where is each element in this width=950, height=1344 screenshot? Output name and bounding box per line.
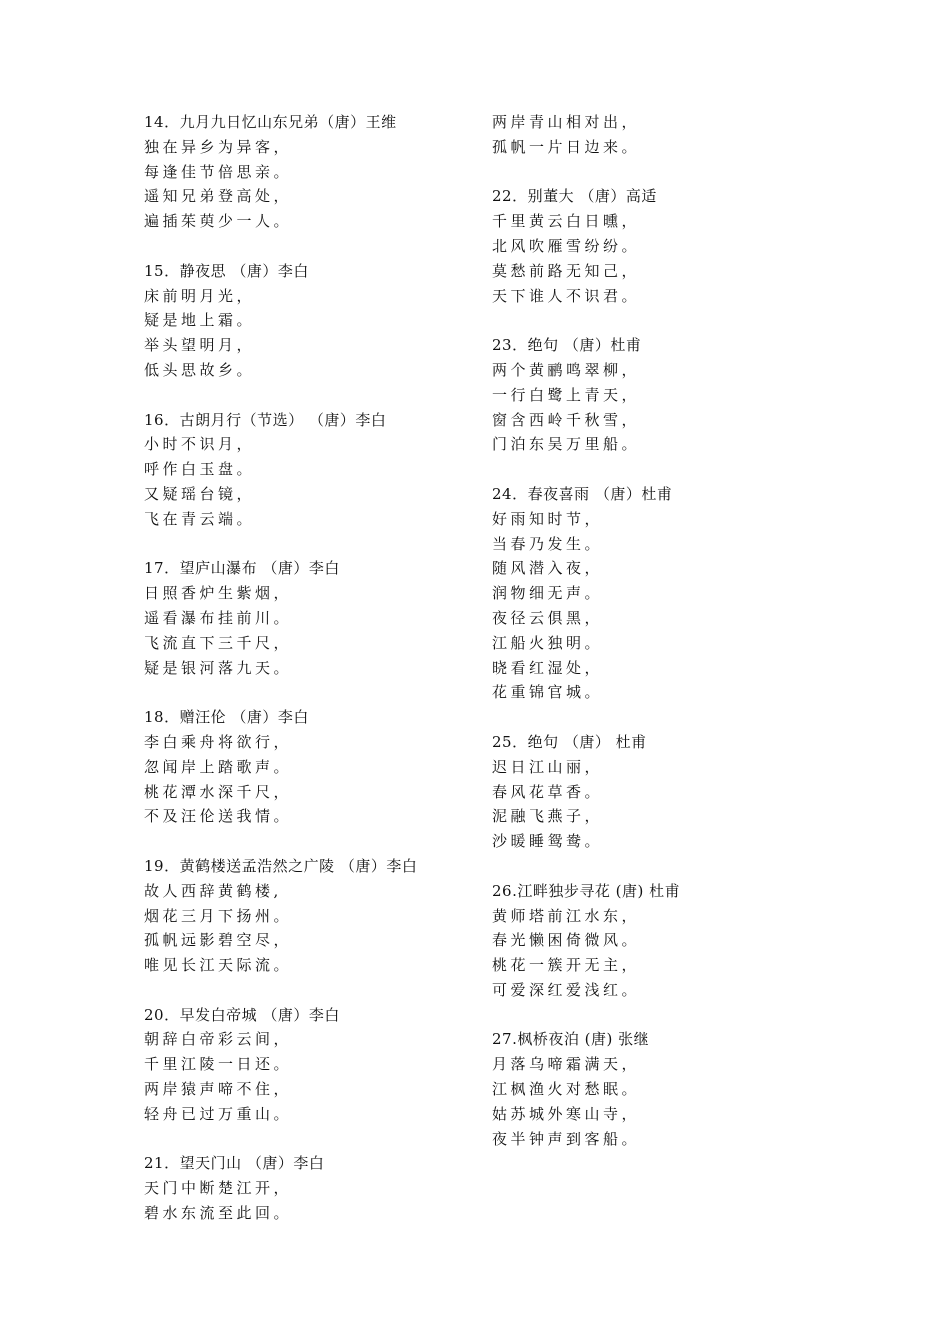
poem-title: 22．别董大 （唐）高适 [492,187,657,206]
poem-line: 随风潜入夜， [492,559,604,578]
poem-spacer [144,978,474,1003]
poem-line: 忽闻岸上踏歌声。 [144,757,293,776]
poem-line: 呼作白玉盘。 [144,460,256,479]
poem-spacer [144,680,474,705]
poem-line: 唯见长江天际流。 [144,956,293,975]
poem-line: 北风吹雁雪纷纷。 [492,236,641,255]
poem-line: 天下谁人不识君。 [492,286,641,305]
poem-spacer [144,234,474,259]
poem-title: 27.枫桥夜泊 (唐) 张继 [492,1030,650,1049]
poem-line: 门泊东吴万里船。 [492,435,641,454]
poem-line: 遍插茱萸少一人。 [144,212,293,231]
poem-spacer [492,457,822,482]
poem-line: 天门中断楚江开， [144,1179,293,1198]
poem-line: 一行白鹭上青天， [492,385,641,404]
poem-line: 两岸猿声啼不住， [144,1080,293,1099]
poem-title: 20．早发白帝城 （唐）李白 [144,1005,340,1024]
poem-line: 迟日江山丽， [492,757,604,776]
poem-title: 15．静夜思 （唐）李白 [144,261,309,280]
poem-spacer [492,308,822,333]
poem-line: 飞在青云端。 [144,509,256,528]
poem-title: 24．春夜喜雨 （唐）杜甫 [492,484,673,503]
poem-title: 16．古朗月行（节选） （唐）李白 [144,410,387,429]
poem-line: 床前明月光， [144,286,256,305]
poem-line: 窗含西岭千秋雪， [492,410,641,429]
poem-line: 两岸青山相对出， [492,113,641,131]
poem-line: 千里黄云白日曛， [492,212,641,231]
poem-line: 夜半钟声到客船。 [492,1129,641,1148]
poem-line: 故人西辞黄鹤楼, [144,881,282,900]
poem-line: 江枫渔火对愁眠。 [492,1080,641,1099]
poem-line: 桃花潭水深千尺， [144,782,293,801]
poem-line: 姑苏城外寒山寺， [492,1104,641,1123]
poem-line: 朝辞白帝彩云间， [144,1030,293,1049]
poem-spacer [492,1003,822,1028]
right-column [492,110,822,1151]
poem-line: 春风花草香。 [492,782,604,801]
poem-spacer [144,532,474,557]
poem-line: 孤帆远影碧空尽， [144,931,293,950]
poem-line: 春光懒困倚微风。 [492,931,641,950]
poem-line: 低头思故乡。 [144,360,256,379]
poem-title: 26.江畔独步寻花 (唐) 杜甫 [492,881,681,900]
poem-line: 每逢佳节倍思亲。 [144,162,293,181]
poem-line: 当春乃发生。 [492,534,604,553]
poem-line: 遥知兄弟登高处， [144,187,293,206]
poem-line: 疑是银河落九天。 [144,658,293,677]
poem-line: 夜径云俱黑， [492,608,604,627]
poem-title: 19．黄鹤楼送孟浩然之广陵 （唐）李白 [144,856,418,875]
poem-line: 疑是地上霜。 [144,311,256,330]
poem-line: 轻舟已过万重山。 [144,1104,293,1123]
poem-line: 桃花一簇开无主， [492,956,641,975]
poem-line: 晓看红湿处， [492,658,604,677]
poem-spacer [144,383,474,408]
poem-line: 小时不识月， [144,435,256,454]
poem-line: 碧水东流至此回。 [144,1204,293,1223]
poem-line: 两个黄鹂鸣翠柳， [492,360,641,379]
poem-line: 好雨知时节， [492,509,604,528]
poem-line: 独在异乡为异客， [144,137,293,156]
poem-spacer [144,1127,474,1152]
poem-title: 25．绝句 （唐） 杜甫 [492,732,647,751]
poem-line: 莫愁前路无知己， [492,261,641,280]
poem-line: 日照香炉生紫烟， [144,584,293,603]
left-column [144,110,474,1226]
poem-line: 千里江陵一日还。 [144,1055,293,1074]
poem-line: 可爱深红爱浅红。 [492,980,641,999]
poem-line: 不及汪伦送我情。 [144,807,293,826]
poem-line: 飞流直下三千尺， [144,633,293,652]
poem-line: 泥融飞燕子， [492,807,604,826]
poem-line: 孤帆一片日边来。 [492,137,641,156]
poem-line: 黄师塔前江水东， [492,906,641,925]
poem-spacer [492,854,822,879]
poem-line: 烟花三月下扬州。 [144,906,293,925]
poem-spacer [144,829,474,854]
poem-line: 沙暖睡鸳鸯。 [492,832,604,851]
poem-spacer [492,705,822,730]
poem-line: 遥看瀑布挂前川。 [144,608,293,627]
poem-title: 21．望天门山 （唐）李白 [144,1154,325,1173]
poem-title: 23．绝句 （唐）杜甫 [492,336,642,355]
poem-line: 花重锦官城。 [492,683,604,702]
poem-line: 月落乌啼霜满天， [492,1055,641,1074]
poem-title: 17．望庐山瀑布 （唐）李白 [144,559,340,578]
poem-title: 18．赠汪伦 （唐）李白 [144,708,309,727]
poem-line: 润物细无声。 [492,584,604,603]
poem-title: 14．九月九日忆山东兄弟（唐）王维 [144,113,397,131]
poem-line: 李白乘舟将欲行， [144,732,293,751]
poem-line: 江船火独明。 [492,633,604,652]
poem-spacer [492,160,822,185]
poem-line: 举头望明月， [144,336,256,355]
poem-line: 又疑瑶台镜， [144,484,256,503]
